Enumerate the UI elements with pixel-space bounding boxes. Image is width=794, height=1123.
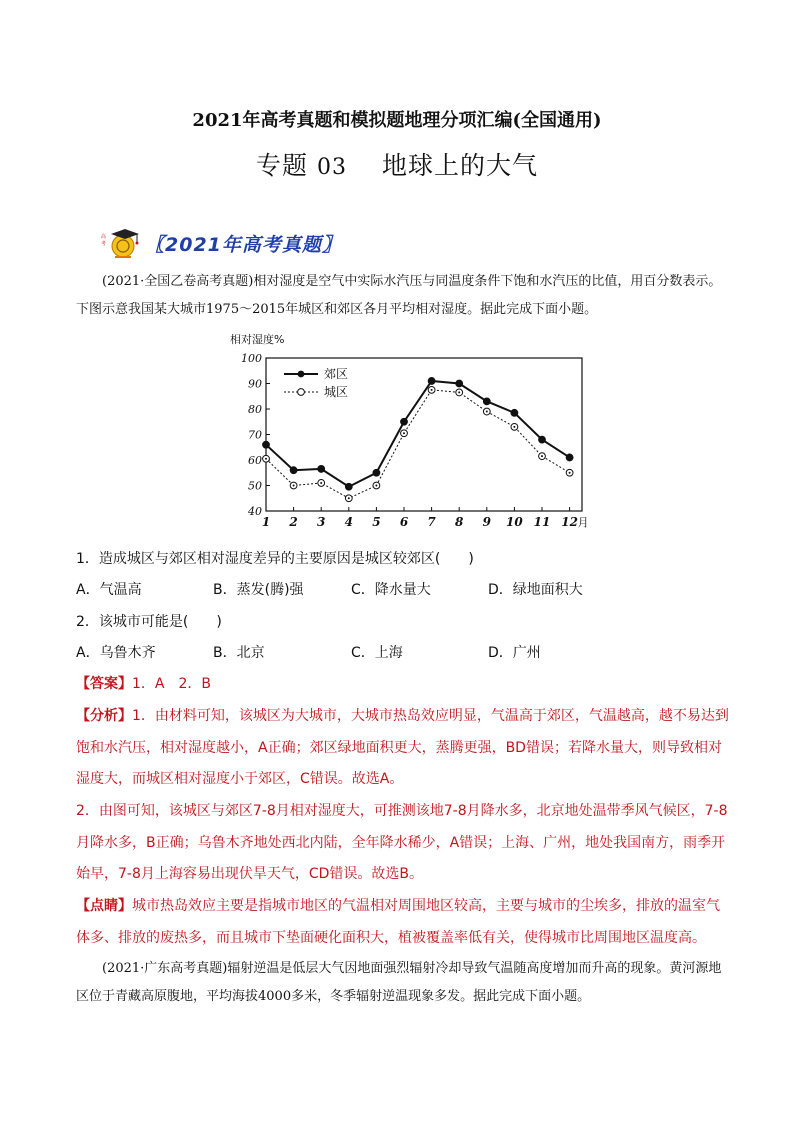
x-tick-label: 2 [289, 515, 298, 529]
y-tick-label: 90 [248, 377, 262, 391]
data-point-center-urban [431, 389, 433, 391]
question-1-options [76, 579, 726, 599]
question-intro-2: (2021·广东高考真题)辐射逆温是低层大气因地面强烈辐射冷却导致气温随高度增加而升高的现象。黄河源地区位于青藏高原腹地，平均海拔4000多米，冬季辐射逆温现象多发。据此完成下面小题。 [76, 961, 722, 1004]
topic-name: 地球上的大气 [381, 151, 538, 180]
answer-block [76, 669, 732, 701]
key-point-tag: 【点睛】 [76, 898, 132, 914]
q1-option-a: A．气温高 [76, 582, 142, 598]
legend-marker-suburb [298, 371, 305, 378]
scholar-mascot-logo [97, 226, 141, 262]
data-point-center-urban [348, 497, 350, 499]
key-point-paragraph [76, 891, 732, 954]
analysis-paragraph-1 [76, 701, 732, 796]
y-tick-label: 60 [248, 454, 262, 467]
topic-prefix: 专题 [256, 151, 309, 180]
q2-option-c: C．上海 [351, 645, 403, 661]
section-heading: 〖2021年高考真题〗 [145, 234, 342, 256]
x-tick-label: 7 [427, 515, 436, 529]
data-point-center-urban [403, 432, 405, 434]
x-tick-label: 8 [455, 515, 464, 529]
page-title: 2021年高考真题和模拟题地理分项汇编(全国通用) [192, 110, 602, 131]
data-point-suburb [318, 466, 325, 473]
svg-text:高: 高 [101, 234, 107, 240]
x-tick-label: 11 [533, 515, 551, 529]
data-point-suburb [539, 436, 546, 443]
y-axis-label: 相对湿度% [230, 333, 285, 346]
x-axis-unit: 月 [577, 516, 589, 529]
y-tick-label: 50 [248, 479, 262, 493]
question-2-stem: 2．该城市可能是( ) [76, 614, 222, 630]
x-tick-label: 5 [372, 515, 381, 529]
q1-option-b: B．蒸发(腾)强 [213, 582, 304, 598]
x-tick-label: 10 [506, 515, 523, 529]
y-tick-label: 80 [248, 403, 262, 416]
question-2-options [76, 642, 726, 662]
q2-option-a: A．乌鲁木齐 [76, 645, 156, 661]
data-point-suburb [456, 380, 463, 387]
data-point-suburb [511, 409, 518, 416]
data-point-suburb [345, 483, 352, 490]
plot-frame [266, 358, 582, 511]
analysis-paragraph-2: 2．由图可知，该城区与郊区7-8月相对湿度大，可推测该地7-8月降水多，北京地处温带季风气候区，7-8月降水多，B正确；乌鲁木齐地处西北内陆，全年降水稀少，A错误；上海、广州，地处我国南方，雨季开始早，7-8月上海容易出现伏旱天气，CD错误。故选B。 [76, 803, 728, 882]
y-tick-label: 70 [248, 428, 262, 442]
x-tick-label: 12 [561, 515, 578, 529]
q2-option-b: B．北京 [213, 645, 265, 661]
key-point-text: 城市热岛效应主要是指城市地区的气温相对周围地区较高，主要与城市的尘埃多，排放的温室气体多、排放的废热多，而且城市下垫面硬化面积大，植被覆盖率低有关，使得城市比周围地区温度高。 [76, 898, 720, 946]
data-point-suburb [428, 378, 435, 385]
topic-number: 03 [317, 155, 347, 180]
question-1-stem: 1．造成城区与郊区相对湿度差异的主要原因是城区较郊区( ) [76, 551, 474, 567]
data-point-suburb [373, 469, 380, 476]
data-point-center-urban [293, 485, 295, 487]
data-point-center-urban [375, 485, 377, 487]
data-point-center-urban [265, 458, 267, 460]
x-tick-label: 6 [399, 515, 409, 529]
legend-label-suburb: 郊区 [324, 367, 349, 381]
y-tick-label: 40 [248, 505, 262, 518]
topic-title [0, 146, 794, 182]
data-point-suburb [483, 398, 490, 405]
answer-text: 1．A 2．B [132, 676, 211, 692]
data-point-center-urban [320, 482, 322, 484]
y-tick-label: 100 [241, 352, 262, 365]
q1-option-c: C．降水量大 [351, 582, 431, 598]
data-point-center-urban [541, 455, 543, 457]
data-point-suburb [290, 467, 297, 474]
data-point-center-urban [458, 391, 460, 393]
x-tick-label: 1 [261, 515, 271, 529]
x-tick-label: 4 [344, 515, 353, 529]
data-point-center-urban [569, 472, 571, 474]
data-point-suburb [401, 418, 408, 425]
q2-option-d: D．广州 [488, 645, 541, 661]
series-line-suburb [266, 381, 570, 487]
q1-option-d: D．绿地面积大 [488, 582, 583, 598]
data-point-center-urban [486, 411, 488, 413]
data-point-center-urban [513, 426, 515, 428]
humidity-line-chart [228, 330, 590, 538]
x-tick-label: 9 [482, 515, 491, 529]
analysis-tag: 【分析】 [76, 708, 132, 724]
series-line-urban [266, 390, 570, 498]
legend-marker-urban [298, 389, 305, 396]
answer-tag: 【答案】 [76, 676, 132, 692]
analysis-text-1: 1．由材料可知，该城区为大城市，大城市热岛效应明显，气温高于郊区，气温越高，越不易达到饱和水汽压，相对湿度越小，A正确；郊区绿地面积更大，蒸腾更强，BD错误；若降水量大，则导致相对湿度大，而城区相对湿度小于郊区，C错误。故选A。 [76, 708, 729, 787]
x-tick-label: 3 [317, 515, 326, 529]
svg-text:考: 考 [101, 241, 107, 247]
question-intro-1: (2021·全国乙卷高考真题)相对湿度是空气中实际水汽压与同温度条件下饱和水汽压的比值，用百分数表示。下图示意我国某大城市1975～2015年城区和郊区各月平均相对湿度。据此完成下面小题。 [76, 274, 722, 317]
legend-label-urban: 城区 [324, 385, 349, 399]
data-point-suburb [566, 454, 573, 461]
data-point-suburb [263, 441, 270, 448]
